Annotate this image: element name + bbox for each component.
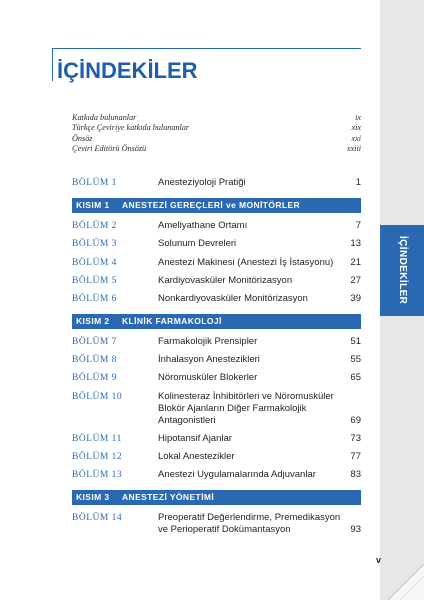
chapter-number: BÖLÜM 10 (72, 391, 123, 402)
chapter-page: 39 (350, 292, 361, 304)
toc-chapter-4[interactable] (72, 253, 361, 271)
front-matter-item-translation-contributors[interactable] (72, 123, 361, 133)
front-matter-page: ix (355, 113, 361, 122)
chapter-number: BÖLÜM 6 (72, 293, 117, 304)
chapter-title: Ameliyathane Ortamı (158, 220, 248, 232)
page-number: v (376, 555, 382, 565)
front-matter-label: Türkçe Çeviriye katkıda bulunanlar (72, 123, 190, 133)
chapter-number: BÖLÜM 12 (72, 452, 123, 463)
chapter-page: 13 (350, 238, 361, 250)
toc-chapter-2[interactable] (72, 217, 361, 235)
chapter-title: Kolinesteraz İnhibitörleri ve Nöromusküler Blokör Ajanların Diğer Farmakolojik Antagonistleri (158, 390, 334, 426)
toc-list (72, 174, 361, 540)
chapter-title: Anesteziyoloji Pratiği (158, 176, 246, 188)
toc-chapter-6[interactable] (72, 290, 361, 308)
chapter-number: BÖLÜM 13 (72, 470, 123, 481)
chapter-page: 55 (350, 354, 361, 366)
part-number: KISIM 1 (76, 200, 110, 211)
chapter-page: 83 (350, 469, 361, 481)
chapter-page: 27 (350, 274, 361, 286)
chapter-page: 77 (350, 451, 361, 463)
side-tab-label: İÇİNDEKİLER (397, 236, 408, 305)
chapter-number: BÖLÜM 4 (72, 257, 117, 268)
toc-chapter-7[interactable] (72, 333, 361, 351)
chapter-title: Farmakolojik Prensipler (158, 336, 258, 348)
chapter-title: Lokal Anestezikler (158, 451, 235, 463)
chapter-number: BÖLÜM 8 (72, 355, 117, 366)
chapter-title: Kardiyovasküler Monitörizasyon (158, 274, 293, 286)
chapter-number: BÖLÜM 1 (72, 177, 117, 188)
front-matter-page: xix (351, 123, 361, 133)
part-number: KISIM 2 (76, 316, 110, 327)
chapter-title: Hipotansif Ajanlar (158, 432, 232, 444)
toc-chapter-1[interactable] (72, 174, 361, 192)
chapter-number: BÖLÜM 9 (72, 373, 117, 384)
chapter-title: Solunum Devreleri (158, 238, 237, 250)
chapter-page: 93 (350, 524, 361, 536)
toc-chapter-13[interactable] (72, 466, 361, 484)
chapter-title: Nonkardiyovasküler Monitörizasyon (158, 292, 308, 304)
chapter-number: BÖLÜM 7 (72, 337, 117, 348)
part-title: KLİNİK FARMAKOLOJİ (122, 316, 222, 327)
chapter-number: BÖLÜM 2 (72, 221, 117, 232)
chapter-number: BÖLÜM 5 (72, 275, 117, 286)
chapter-page: 7 (355, 220, 361, 232)
front-matter-label: Çeviri Editörü Önsözü (72, 144, 147, 154)
front-matter-item-contributors[interactable] (72, 113, 361, 123)
toc-part-2[interactable] (72, 314, 361, 329)
front-matter-list (72, 113, 361, 155)
part-title: ANESTEZİ YÖNETİMİ (122, 492, 215, 503)
chapter-title: İnhalasyon Anestezikleri (158, 354, 260, 366)
toc-chapter-10[interactable] (72, 388, 361, 430)
toc-part-1[interactable] (72, 198, 361, 213)
page-curl (380, 556, 424, 600)
front-matter-label: Önsöz (72, 133, 93, 143)
side-tab (380, 225, 424, 316)
chapter-page: 73 (350, 432, 361, 444)
toc-chapter-3[interactable] (72, 235, 361, 253)
page-title: İÇİNDEKİLER (57, 58, 198, 83)
part-number: KISIM 3 (76, 492, 110, 503)
front-matter-item-preface[interactable] (72, 134, 361, 144)
chapter-page: 21 (350, 256, 361, 268)
toc-chapter-14[interactable] (72, 509, 361, 539)
chapter-page: 65 (350, 372, 361, 384)
toc-chapter-9[interactable] (72, 369, 361, 387)
chapter-title: Anestezi Uygulamalarında Adjuvanlar (158, 469, 316, 481)
chapter-page: 1 (355, 176, 361, 188)
chapter-number: BÖLÜM 3 (72, 239, 117, 250)
toc-chapter-11[interactable] (72, 430, 361, 448)
toc-chapter-5[interactable] (72, 272, 361, 290)
toc-chapter-8[interactable] (72, 351, 361, 369)
front-matter-page: xxiii (346, 144, 361, 154)
front-matter-page: xxi (351, 133, 361, 143)
chapter-page: 51 (350, 336, 361, 348)
chapter-number: BÖLÜM 14 (72, 513, 123, 524)
chapter-page: 69 (350, 414, 361, 426)
front-matter-item-editor-preface[interactable] (72, 144, 361, 154)
toc-part-3[interactable] (72, 490, 361, 505)
chapter-title: Anestezi Makinesi (Anestezi İş İstasyonu) (158, 256, 334, 268)
chapter-number: BÖLÜM 11 (72, 433, 122, 444)
part-title: ANESTEZİ GEREÇLERİ ve MONİTÖRLER (122, 200, 301, 211)
chapter-title: Preoperatif Değerlendirme, Premedikasyon ve Perioperatif Dokümantasyon (158, 512, 341, 536)
toc-chapter-12[interactable] (72, 448, 361, 466)
chapter-title: Nöromusküler Blokerler (158, 372, 258, 384)
front-matter-label: Katkıda bulunanlar (72, 113, 137, 122)
